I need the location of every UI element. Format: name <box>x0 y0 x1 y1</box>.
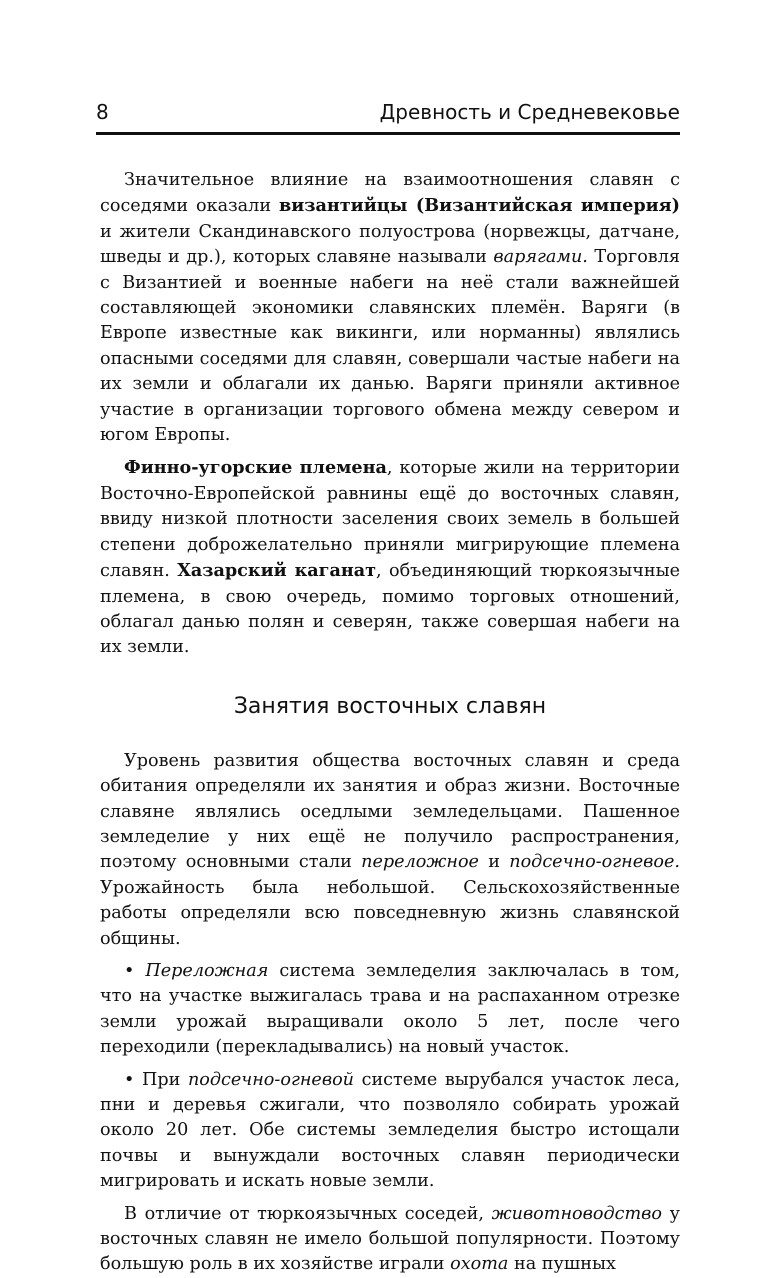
italic-term: подсечно-огневой <box>187 1069 354 1090</box>
italic-term: переложное <box>361 852 479 873</box>
bullet-paragraph: • При подсечно-огневой системе вырубался участок леса, пни и деревья сжигали, что позволяло собирать урожай около 20 лет. Обе системы земледелия быстро истощали почвы и вынуждали восточных славян периодически мигрировать и искать новые земли. <box>100 1069 680 1192</box>
bold-term: Финно-угорские племена <box>124 457 387 479</box>
bullet-paragraph: • Переложная система земледелия заключалась в том, что на участке выжигалась трава и на распаханном отрезке земли урожай выращивали около 5 лет, после чего переходили (перекладывались) на новый участок. <box>100 960 681 1058</box>
italic-term: охота <box>450 1254 509 1275</box>
bullet-icon: • <box>124 960 135 981</box>
bold-term: византийцы (Византийская империя) <box>279 195 680 217</box>
bold-term: Хазарский каганат <box>177 560 377 582</box>
page-header <box>96 98 680 130</box>
bullet-icon: • <box>124 1069 135 1090</box>
running-title: Древность и Средневековье <box>379 100 680 124</box>
italic-term: подсечно-огневое. <box>509 852 680 873</box>
body-text <box>100 168 680 1278</box>
paragraph: В отличие от тюркоязычных соседей, животноводство у восточных славян не имело большой популярности. Поэтому большую роль в их хозяйстве играли охота на пушных <box>100 1203 680 1275</box>
page-number: 8 <box>96 100 109 124</box>
paragraph: Уровень развития общества восточных славян и среда обитания определяли их занятия и образ жизни. Восточные славяне являлись оседлыми земледельцами. Пашенное земледелие у них ещё не получило распространения, поэтому основными стали переложное и подсечно-огневое. Урожайность была небольшой. Сельскохозяйственные работы определяли всю повседневную жизнь славянской общины. <box>100 750 680 949</box>
section-heading: Занятия восточных славян <box>233 693 547 719</box>
header-rule <box>96 132 680 135</box>
italic-term: животноводство <box>491 1203 662 1224</box>
italic-term: Переложная <box>145 960 269 981</box>
paragraph: Финно-угорские племена, которые жили на территории Восточно-Европейской равнины ещё до восточных славян, ввиду низкой плотности заселения своих земель в большей степени доброжелательно приняли мигрирующие племена славян. Хазарский каганат, объединяющий тюркоязычные племена, в свою очередь, помимо торговых отношений, облагал данью полян и северян, также совершая набеги на их земли. <box>100 457 681 658</box>
italic-term: варягами. <box>493 247 588 268</box>
paragraph: Значительное влияние на взаимоотношения славян с соседями оказали византийцы (Византийская империя) и жители Скандинавского полуострова (норвежцы, датчане, шведы и др.), которых славяне называли варягами. Торговля с Византией и военные набеги на неё стали важнейшей составляющей экономики славянских племён. Варяги (в Европе известные как викинги, или норманны) являлись опасными соседями для славян, совершали частые набеги на их земли и облагали их данью. Варяги приняли активное участие в организации торгового обмена между севером и югом Европы. <box>100 170 680 446</box>
